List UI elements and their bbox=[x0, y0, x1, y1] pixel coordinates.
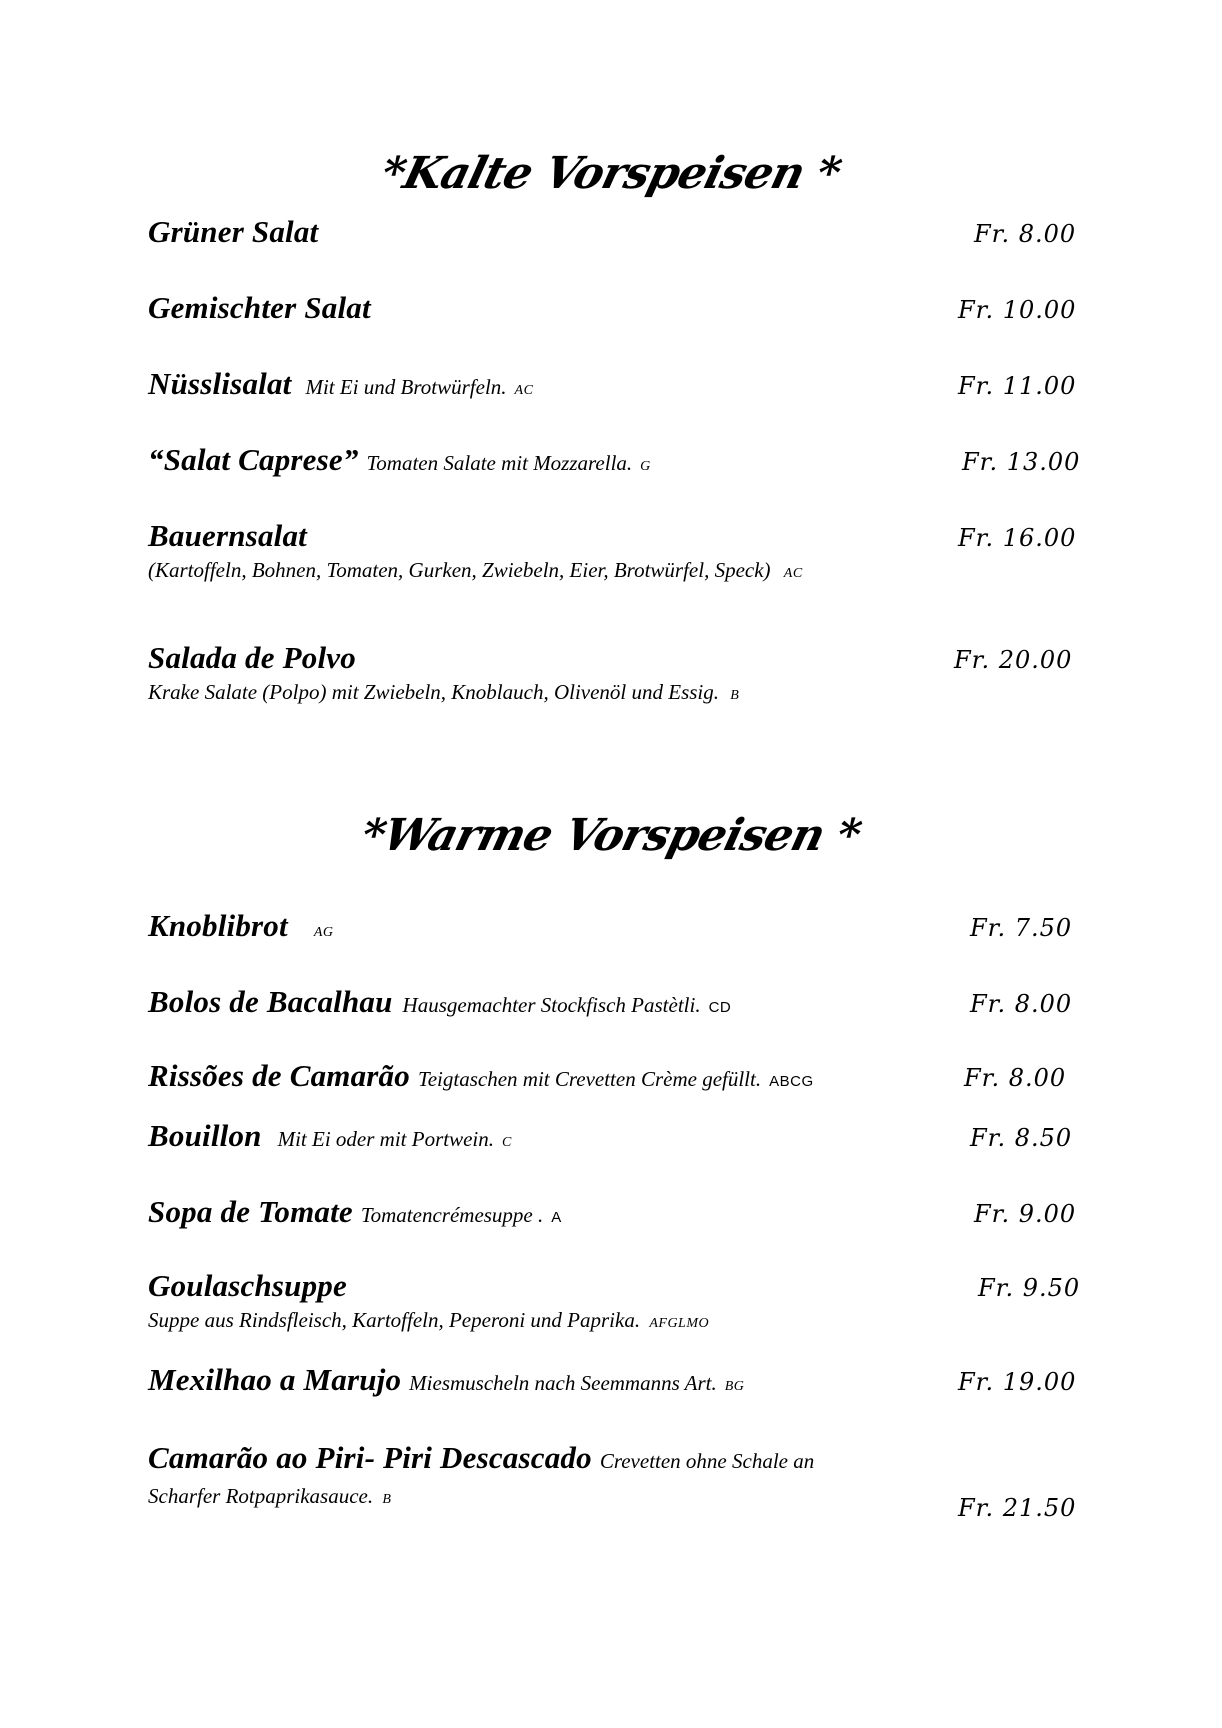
item-name: Bouillon bbox=[148, 1118, 262, 1153]
item-description: Teigtaschen mit Crevetten Crème gefüllt. bbox=[417, 1067, 762, 1091]
item-price: Fr. 7.50 bbox=[970, 914, 1073, 942]
item-name: Grüner Salat bbox=[148, 214, 319, 249]
item-name: Gemischter Salat bbox=[148, 290, 371, 325]
item-description: Crevetten ohne Schale an bbox=[599, 1449, 815, 1473]
allergen-code: B bbox=[730, 688, 740, 703]
allergen-code: BG bbox=[724, 1379, 745, 1394]
item-name: Knoblibrot bbox=[148, 908, 288, 943]
item-price: Fr. 10.00 bbox=[958, 296, 1077, 324]
item-price: Fr. 8.00 bbox=[974, 220, 1077, 248]
allergen-code: CD bbox=[708, 999, 732, 1016]
menu-item bbox=[148, 214, 1088, 250]
item-name: Mexilhao a Marujo bbox=[148, 1362, 402, 1397]
allergen-code: AFGLMO bbox=[649, 1316, 710, 1331]
item-description: Miesmuscheln nach Seemmanns Art. bbox=[409, 1371, 717, 1395]
item-price: Fr. 13.00 bbox=[962, 448, 1081, 476]
item-price: Fr. 11.00 bbox=[958, 372, 1077, 400]
item-name: Nüsslisalat bbox=[148, 366, 292, 401]
menu-item bbox=[148, 1362, 1088, 1398]
allergen-code: AC bbox=[514, 383, 534, 398]
menu-item bbox=[148, 908, 1088, 944]
menu-item bbox=[148, 290, 1088, 326]
menu-item bbox=[148, 1118, 1088, 1154]
allergen-code: A bbox=[551, 1209, 562, 1226]
section-title-warme-vorspeisen: *Warme Vorspeisen * bbox=[356, 810, 866, 861]
allergen-code: AG bbox=[313, 925, 334, 940]
item-price: Fr. 8.00 bbox=[970, 990, 1073, 1018]
allergen-code: B bbox=[382, 1492, 392, 1507]
allergen-code: C bbox=[502, 1135, 512, 1150]
menu-item bbox=[148, 984, 1088, 1020]
menu-item bbox=[148, 1058, 1088, 1094]
item-description: Krake Salate (Polpo) mit Zwiebeln, Knoblauch, Olivenöl und Essig. bbox=[148, 680, 720, 704]
item-name: Rissões de Camarão bbox=[148, 1058, 410, 1093]
item-name: Goulaschsuppe bbox=[148, 1268, 347, 1303]
item-price: Fr. 20.00 bbox=[954, 646, 1073, 674]
item-price: Fr. 8.00 bbox=[964, 1064, 1067, 1092]
menu-item bbox=[148, 1268, 1088, 1333]
item-description: Tomatencrémesuppe . bbox=[360, 1203, 544, 1227]
item-name: Salada de Polvo bbox=[148, 640, 356, 675]
item-description: Mit Ei und Brotwürfeln. bbox=[305, 375, 507, 399]
allergen-code: ABCG bbox=[769, 1073, 814, 1090]
menu-item bbox=[148, 1440, 1088, 1509]
item-price: Fr. 8.50 bbox=[970, 1124, 1073, 1152]
item-description-continued: Scharfer Rotpaprikasauce. bbox=[148, 1484, 374, 1508]
item-description: Hausgemachter Stockfisch Pastètli. bbox=[402, 993, 701, 1017]
item-name: “Salat Caprese” bbox=[148, 442, 359, 477]
item-name: Camarão ao Piri- Piri Descascado bbox=[148, 1440, 592, 1475]
menu-item bbox=[148, 518, 1088, 583]
item-price: Fr. 21.50 bbox=[958, 1494, 1077, 1522]
menu-item bbox=[148, 1194, 1088, 1230]
item-price: Fr. 9.00 bbox=[974, 1200, 1077, 1228]
allergen-code: G bbox=[640, 459, 651, 474]
item-name: Bolos de Bacalhau bbox=[148, 984, 393, 1019]
item-name: Sopa de Tomate bbox=[148, 1194, 353, 1229]
section-title-kalte-vorspeisen: *Kalte Vorspeisen * bbox=[376, 148, 846, 199]
item-description: Suppe aus Rindsfleisch, Kartoffeln, Peperoni und Paprika. bbox=[148, 1308, 641, 1332]
menu-item bbox=[148, 640, 1088, 705]
item-price: Fr. 16.00 bbox=[958, 524, 1077, 552]
item-price: Fr. 9.50 bbox=[978, 1274, 1081, 1302]
item-name: Bauernsalat bbox=[148, 518, 307, 553]
item-description: Tomaten Salate mit Mozzarella. bbox=[366, 451, 633, 475]
allergen-code: AC bbox=[783, 566, 803, 581]
item-description: (Kartoffeln, Bohnen, Tomaten, Gurken, Zwiebeln, Eier, Brotwürfel, Speck) bbox=[148, 558, 771, 582]
item-price: Fr. 19.00 bbox=[958, 1368, 1077, 1396]
item-description: Mit Ei oder mit Portwein. bbox=[277, 1127, 495, 1151]
menu-item bbox=[148, 442, 1088, 478]
menu-item bbox=[148, 366, 1088, 402]
